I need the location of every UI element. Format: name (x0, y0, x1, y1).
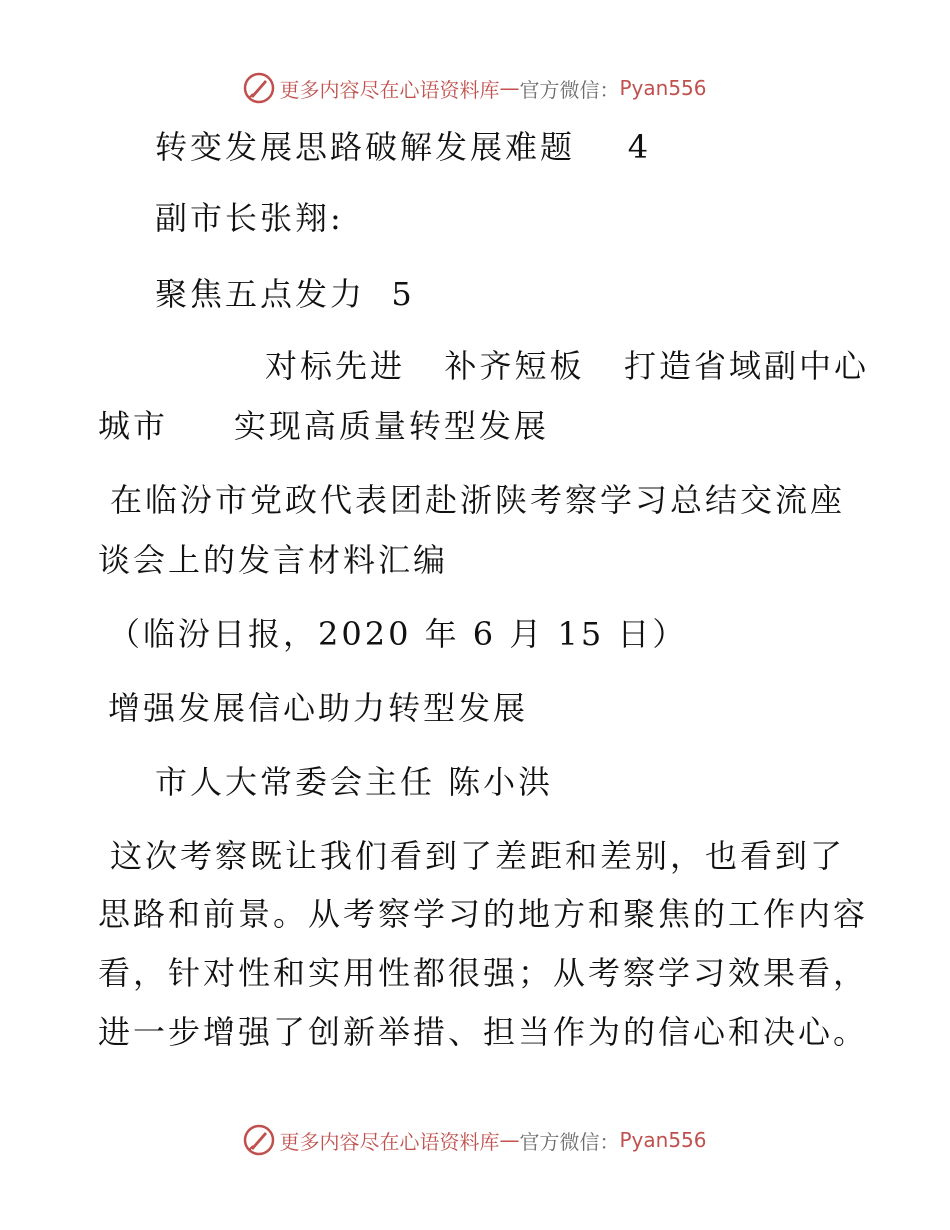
watermark-id: Pyan556 (619, 76, 707, 100)
toc-line-1: 转变发展思路破解发展难题 4 (155, 128, 652, 166)
heading-line-1: 对标先进 补齐短板 打造省域副中心 (265, 347, 870, 385)
paragraph-line-1: 这次考察既让我们看到了差距和差别，也看到了 (110, 837, 846, 875)
footer-watermark (0, 1124, 950, 1156)
article-author: 市人大常委会主任 陈小洪 (155, 763, 554, 801)
watermark-separator: — (499, 1128, 520, 1152)
watermark-id: Pyan556 (619, 1128, 707, 1152)
intro-line-2: 谈会上的发言材料汇编 (98, 541, 449, 579)
watermark-sub-text: 官方微信： (519, 77, 620, 102)
quill-logo-icon (243, 1124, 275, 1156)
watermark-sub-text: 官方微信： (519, 1129, 620, 1154)
quill-logo-icon (243, 72, 275, 104)
paragraph-line-3: 看，针对性和实用性都很强；从考察学习效果看， (98, 954, 869, 992)
watermark-main-text: 更多内容尽在心语资料库 (279, 1129, 500, 1154)
intro-line-1: 在临汾市党政代表团赴浙陕考察学习总结交流座 (110, 481, 846, 519)
paragraph-line-2: 思路和前景。从考察学习的地方和聚焦的工作内容 (98, 895, 869, 933)
paragraph-line-4: 进一步增强了创新举措、担当作为的信心和决心。 (98, 1013, 869, 1051)
article-title: 增强发展信心助力转型发展 (108, 689, 529, 727)
watermark-separator: — (499, 76, 520, 100)
watermark-main-text: 更多内容尽在心语资料库 (279, 77, 500, 102)
source-date: （临汾日报，2020 年 6 月 15 日） (108, 615, 688, 653)
toc-line-3: 聚焦五点发力 5 (155, 275, 415, 313)
heading-line-2: 城市 实现高质量转型发展 (98, 407, 549, 445)
toc-line-2: 副市长张翔: (155, 199, 344, 237)
header-watermark (0, 72, 950, 104)
